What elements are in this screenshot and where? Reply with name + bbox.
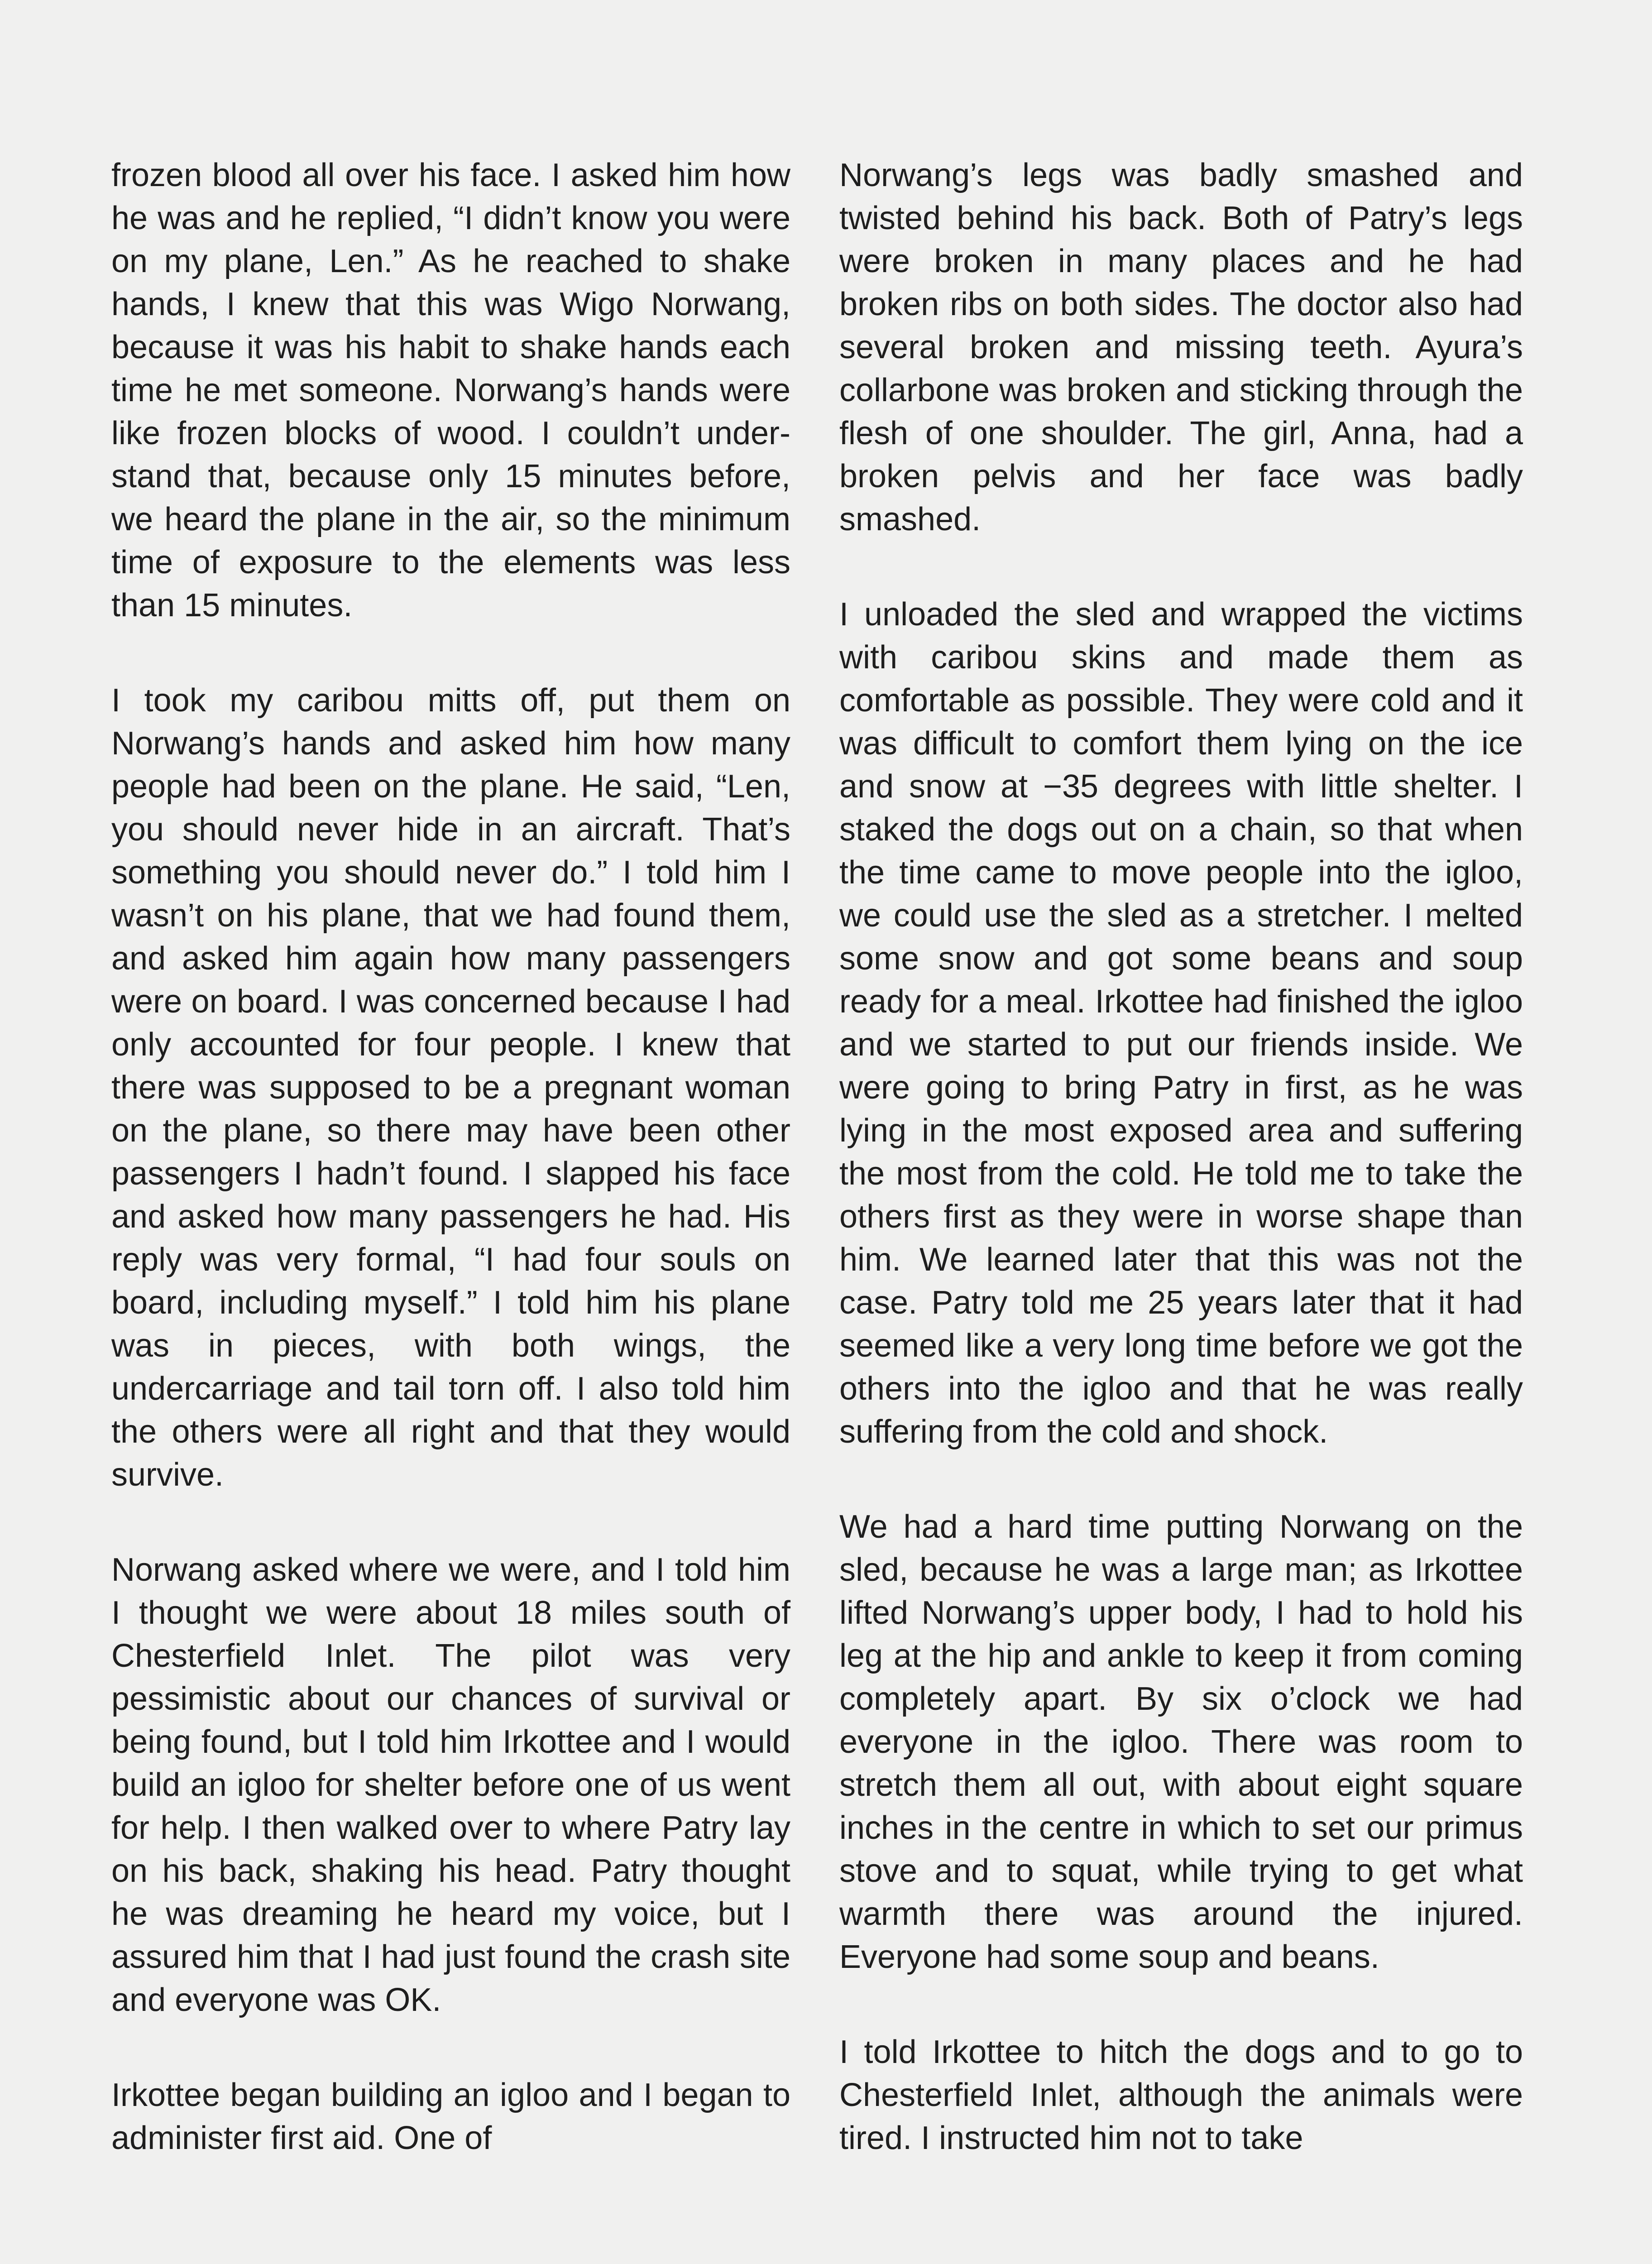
paragraph: I unloaded the sled and wrapped the victims with caribou skins and made them as comfortable as possible. They were cold and it was difficult to comfort them lying on the ice and snow at −35 degrees with little shelter. I staked the dogs out on a chain, so that when the time came to move people into the igloo, we could use the sled as a stretcher. I melted some snow and got some beans and soup ready for a meal. Irkottee had finished the igloo and we started to put our friends inside. We were going to bring Patry in first, as he was lying in the most exposed area and suffering the most from the cold. He told me to take the others first as they were in worse shape than him. We learned later that this was not the case. Patry told me 25 years later that it had seemed like a very long time before we got the others into the igloo and that he was really suffering from the cold and shock.	[839, 596, 1523, 1450]
paragraph: frozen blood all over his face. I asked him how he was and he replied, “I didn’t know you were on my plane, Len.” As he reached to shake hands, I knew that this was Wigo Norwang, because it was his habit to shake hands each time he met someone. Norwang’s hands were like frozen blocks of wood. I couldn’t understand that, because only 15 minutes before, we heard the plane in the air, so the minimum time of exposure to the elements was less than 15 minutes.	[111, 157, 790, 624]
paragraph: I took my caribou mitts off, put them on Norwang’s hands and asked him how many people had been on the plane. He said, “Len, you should never hide in an aircraft. That’s something you should never do.” I told him I wasn’t on his plane, that we had found them, and asked him again how many passengers were on board. I was concerned because I had only accounted for four people. I knew that there was supposed to be a pregnant woman on the plane, so there may have been other passengers I hadn’t found. I slapped his face and asked how many passengers he had. His reply was very formal, “I had four souls on board, including myself.” I told him his plane was in pieces, with both wings, the undercarriage and tail torn off. I also told him the others were all right and that they would survive.	[111, 682, 790, 1493]
left-column	[111, 154, 790, 2212]
paragraph: We had a hard time putting Norwang on the sled, because he was a large man; as Irkottee lifted Norwang’s upper body, I had to hold his leg at the hip and ankle to keep it from coming completely apart. By six o’clock we had everyone in the igloo. There was room to stretch them all out, with about eight square inches in the centre in which to set our primus stove and to squat, while trying to get what warmth there was around the injured. Everyone had some soup and beans.	[839, 1509, 1523, 1975]
paragraph: Norwang’s legs was badly smashed and twisted behind his back. Both of Patry’s legs were broken in many places and he had broken ribs on both sides. The doctor also had several broken and missing teeth. Ayura’s collarbone was broken and sticking through the flesh of one shoulder. The girl, Anna, had a broken pelvis and her face was badly smashed.	[839, 157, 1523, 537]
right-column	[839, 154, 1523, 2212]
paragraph: I told Irkottee to hitch the dogs and to go to Chesterfield Inlet, although the animals were tired. I instructed him not to take	[839, 2034, 1523, 2156]
paragraph: Norwang asked where we were, and I told him I thought we were about 18 miles south of Chesterfield Inlet. The pilot was very pessimistic about our chances of survival or being found, but I told him Irkottee and I would build an igloo for shelter before one of us went for help. I then walked over to where Patry lay on his back, shaking his head. Patry thought he was dreaming he heard my voice, but I assured him that I had just found the crash site and everyone was OK.	[111, 1552, 790, 2018]
paragraph: Irkottee began building an igloo and I began to administer first aid. One of	[111, 2077, 790, 2156]
